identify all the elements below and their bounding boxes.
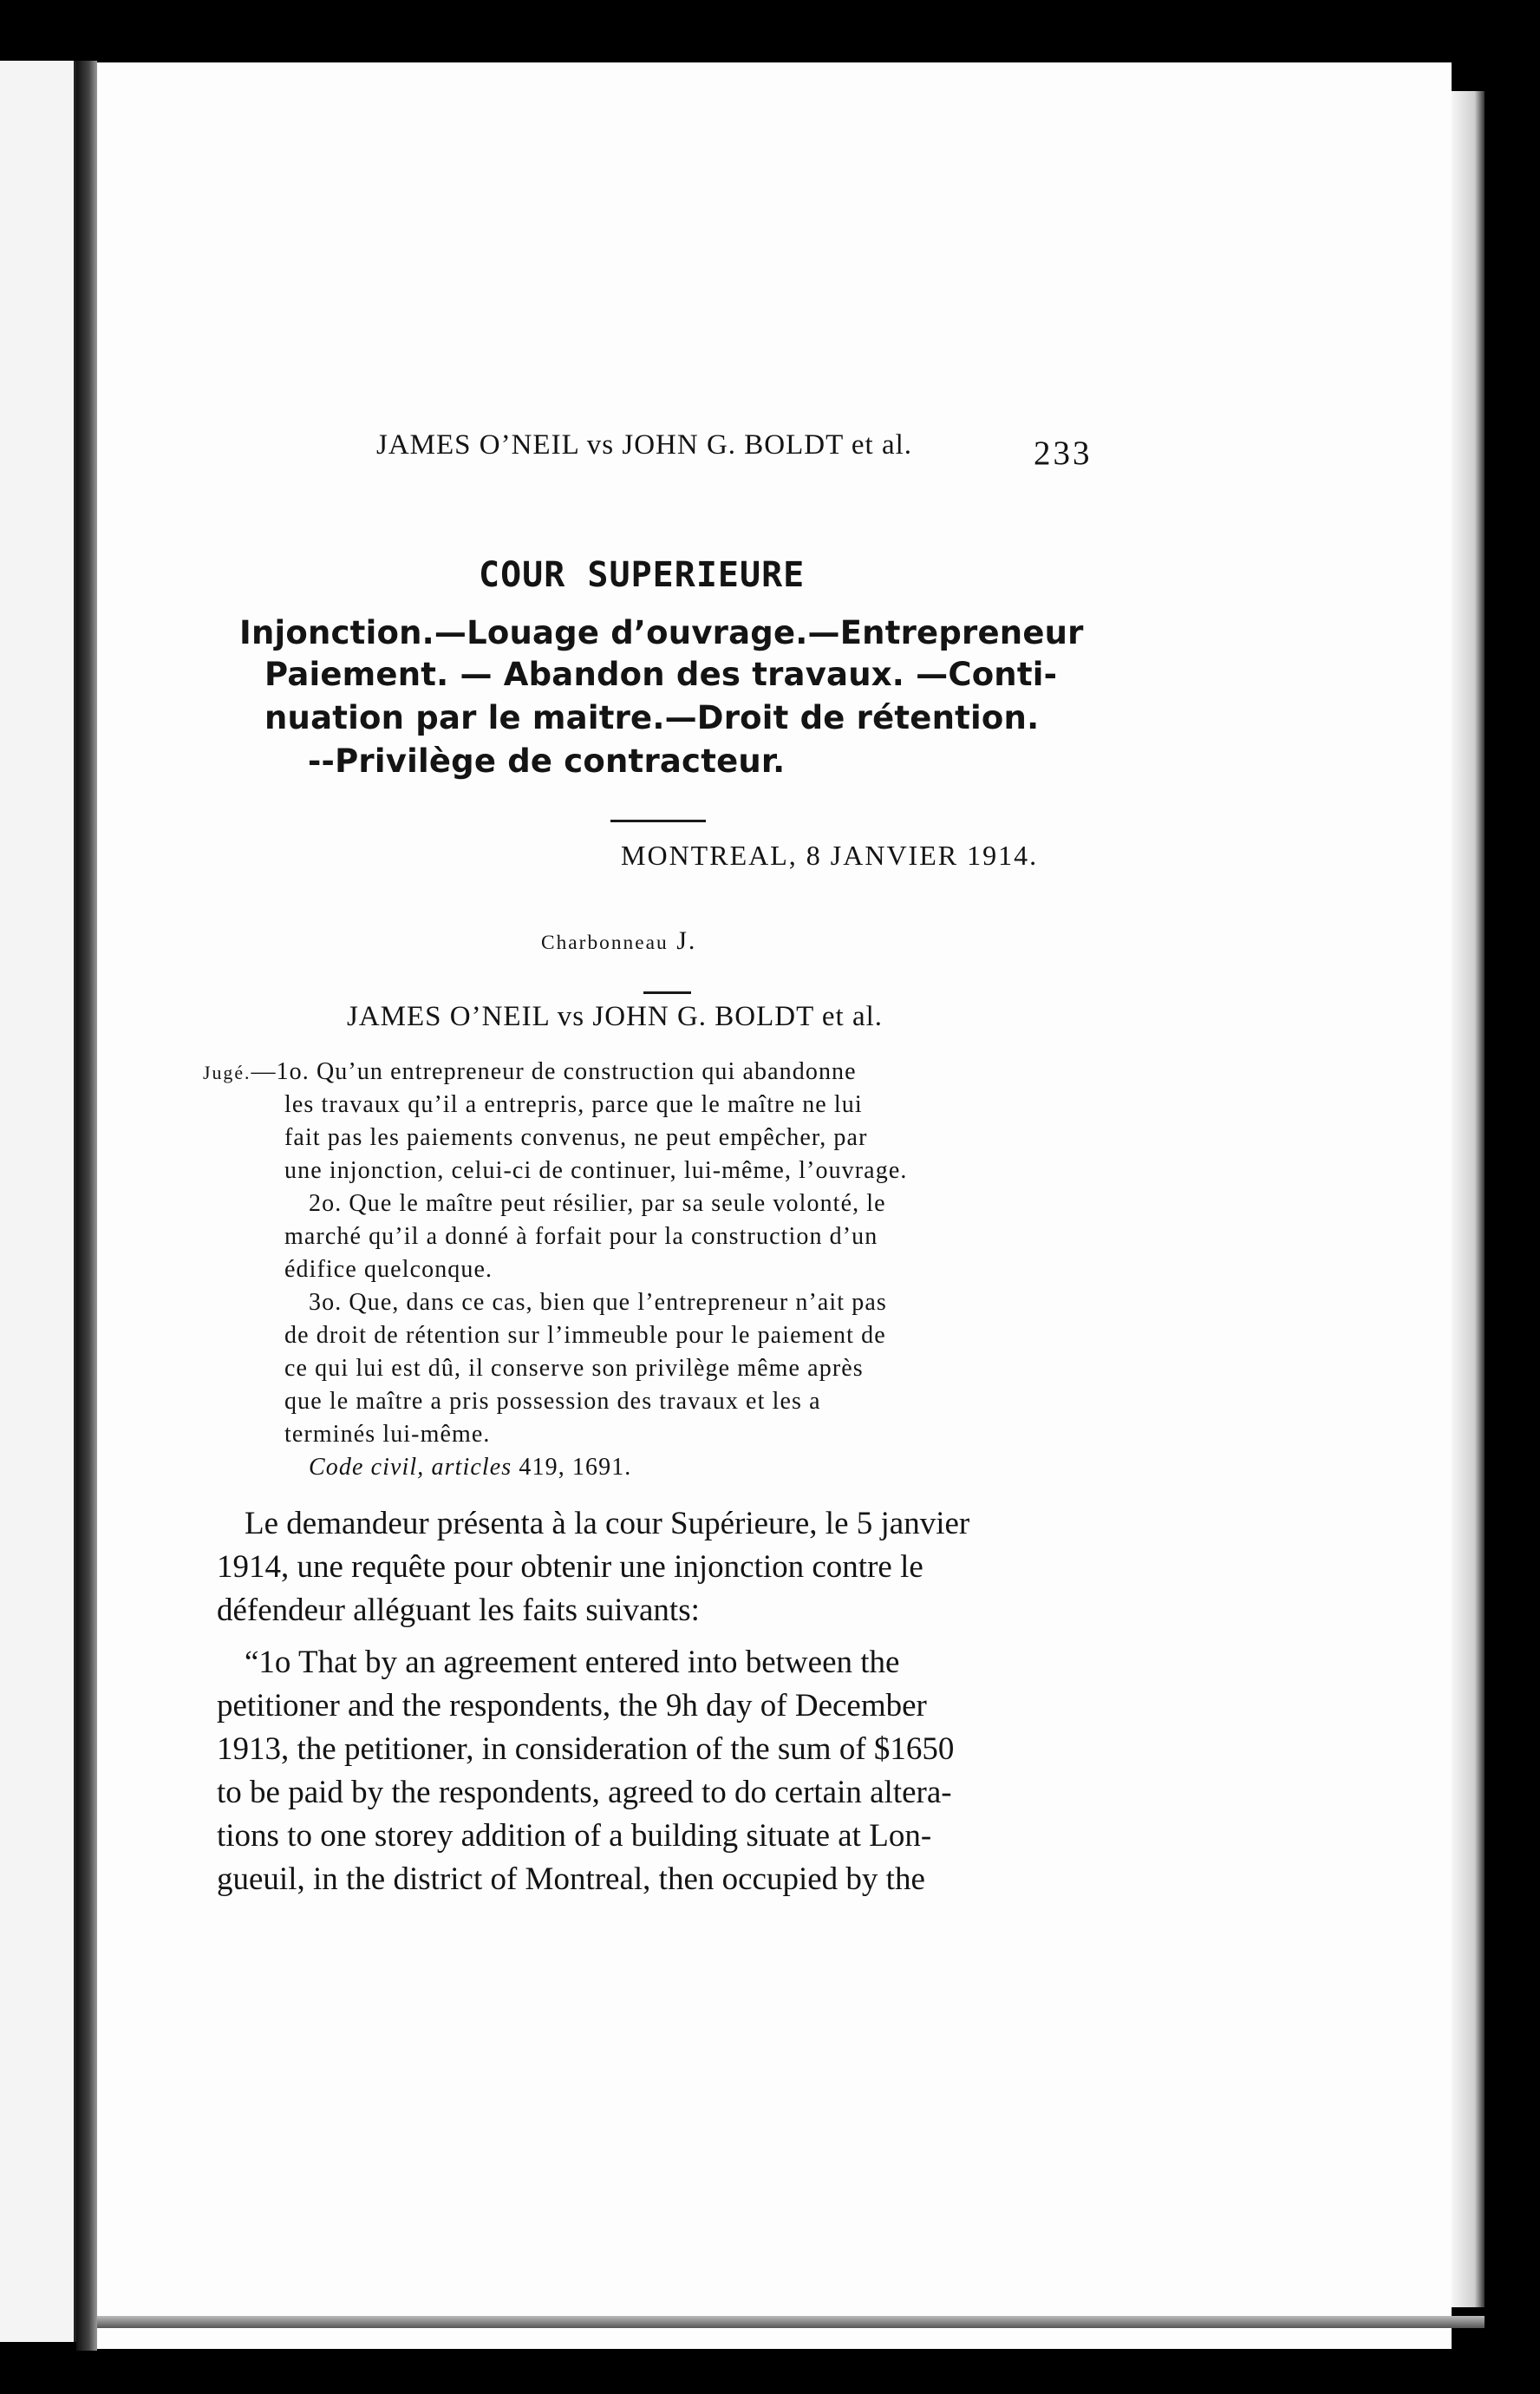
juge-line: que le maître a pris possession des travaux et les a — [284, 1388, 821, 1415]
juge-line: terminés lui-même. — [284, 1421, 491, 1448]
juge-label: Jugé. — [203, 1063, 251, 1083]
keyword-line: Paiement. — Abandon des travaux. —Conti- — [264, 656, 1058, 693]
body-line: Le demandeur présenta à la cour Supérieure, le 5 janvier — [245, 1506, 970, 1541]
citation-rest: 419, 1691. — [512, 1454, 632, 1481]
juge-line: ce qui lui est dû, il conserve son privilège même après — [284, 1355, 864, 1382]
juge-line: une injonction, celui-ci de continuer, lui-même, l’ouvrage. — [284, 1157, 908, 1184]
body-line: 1914, une requête pour obtenir une injonction contre le — [217, 1549, 923, 1585]
right-page-edge — [1452, 91, 1485, 2307]
body-line: to be paid by the respondents, agreed to do certain altera- — [217, 1775, 952, 1810]
citation-italic: Code civil, articles — [309, 1454, 512, 1481]
page-number: 233 — [1034, 435, 1093, 472]
juge-line: de droit de rétention sur l’immeuble pour le paiement de — [284, 1322, 886, 1349]
body-line: gueuil, in the district of Montreal, then occupied by the — [217, 1861, 925, 1897]
judge-surname: Charbonneau — [541, 932, 669, 954]
place-and-date: MONTREAL, 8 JANVIER 1914. — [621, 840, 1039, 871]
divider-rule — [610, 820, 706, 822]
body-line: défendeur alléguant les faits suivants: — [217, 1593, 700, 1628]
book-gutter-shadow — [76, 61, 97, 2351]
court-heading: COUR SUPERIEURE — [479, 555, 806, 595]
running-header-title: JAMES O’NEIL vs JOHN G. BOLDT et al. — [376, 429, 913, 461]
case-parties: JAMES O’NEIL vs JOHN G. BOLDT et al. — [347, 1001, 884, 1032]
body-line: 1913, the petitioner, in consideration of the sum of $1650 — [217, 1731, 955, 1767]
juge-line: 2o. Que le maître peut résilier, par sa seule volonté, le — [309, 1190, 886, 1217]
keyword-line: nuation par le maitre.—Droit de rétention. — [264, 699, 1040, 736]
juge-line: marché qu’il a donné à forfait pour la construction d’un — [284, 1223, 878, 1250]
juge-line: les travaux qu’il a entrepris, parce que le maître ne lui — [284, 1091, 863, 1118]
body-line: tions to one storey addition of a building situate at Lon- — [217, 1818, 932, 1854]
juge-line-text: —1o. Qu’un entrepreneur de construction qui abandonne — [251, 1058, 857, 1085]
juge-line: édifice quelconque. — [284, 1256, 493, 1283]
bottom-page-edge — [97, 2316, 1485, 2328]
keyword-line: --Privilège de contracteur. — [308, 742, 786, 780]
citation-line — [309, 1454, 631, 1482]
judge-suffix: J. — [668, 926, 697, 955]
keyword-line: Injonction.—Louage d’ouvrage.—Entrepreneur — [239, 614, 1084, 651]
divider-rule — [643, 991, 691, 994]
juge-line — [203, 1058, 857, 1086]
body-line: “1o That by an agreement entered into between the — [245, 1645, 900, 1680]
left-page-edge — [0, 61, 76, 2342]
body-line: petitioner and the respondents, the 9h day of December — [217, 1688, 927, 1724]
juge-line: 3o. Que, dans ce cas, bien que l’entrepreneur n’ait pas — [309, 1289, 887, 1316]
judge-name — [541, 926, 696, 956]
juge-line: fait pas les paiements convenus, ne peut empêcher, par — [284, 1124, 868, 1151]
